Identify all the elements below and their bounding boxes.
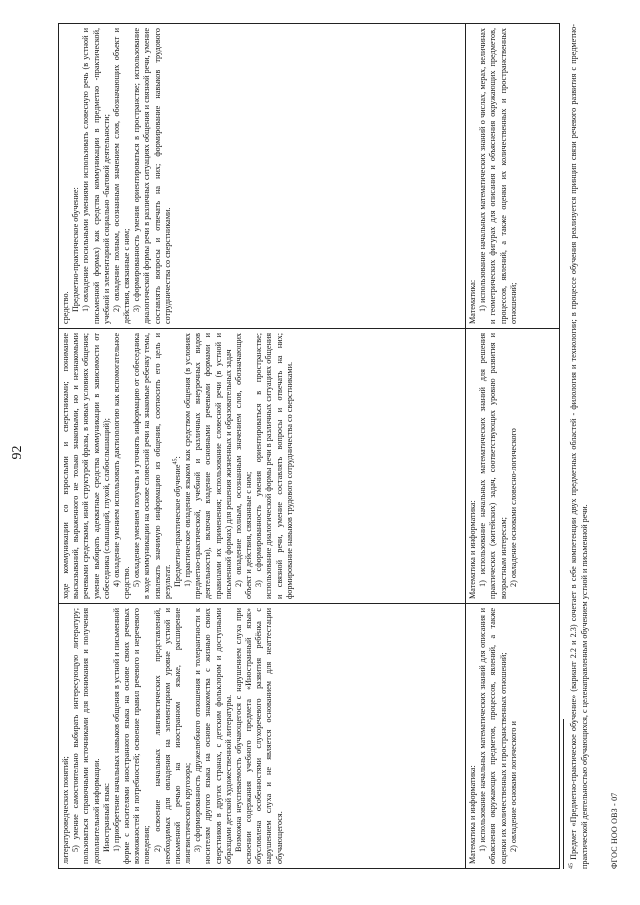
document-code: ФГОС НОО ОВЗ - 07 [610, 792, 619, 869]
table-cell [466, 604, 560, 869]
table-cell [59, 24, 466, 329]
table-cell [466, 329, 560, 604]
cell-paragraph: 2) освоение начальных лингвистических представлений, необходимых для овладения на элементарном уровне устной и письменной речью на иностранном языке, расширение лингвистического кругозора; [152, 608, 193, 864]
cell-paragraph: 4) овладение умением использовать дактилологию как вспомогательное средство. [111, 333, 132, 599]
cell-paragraph: Иностранный язык: [101, 782, 111, 852]
footnote-marker: 45 [568, 863, 575, 869]
cell-paragraph: 1) использование начальных математических знаний для описания и объяснения окружающих предметов, процессов, явлений, а также оценки их количественных и пространственных отношений; [478, 608, 508, 864]
table-row [59, 24, 466, 869]
footnote-ref: 45 [172, 458, 179, 465]
cell-paragraph: 1) использование начальных математических знаний для решения практических (житейских) задач, соответствующих уровню развития и возрастным интересам; [478, 333, 508, 599]
cell-paragraph: 3) сформированность дружелюбного отношения и толерантности к носителям другого языка на основе знакомства с жизнью своих сверстников в других странах, с детским фольклором и доступными образцами детской художественной литературы. [193, 608, 233, 864]
cell-paragraph: Возможна неуспеваемость обучающегося с нарушением слуха при освоении содержания учебного предмета «Иностранный язык» обусловлена особенностями слухоречевого развития ребёнка с нарушением слуха и не является основанием для неаттестации обучающегося. [233, 608, 284, 864]
standards-table [58, 23, 560, 869]
footnote [569, 24, 590, 869]
table-cell [59, 329, 466, 604]
cell-paragraph: 5) овладение умением получать и уточнять информацию от собеседника в ходе коммуникации на основе словесной речи на знакомые ребенку темы, извлекать значимую информацию из общения, соотносить его цель и результат. [132, 333, 172, 599]
cell-paragraph: ходе коммуникации со взрослыми и сверстниками; понимание высказываний, выраженного не только знакомыми, но и незнакомыми речевыми средствами, иной структурой фразы, в новых условиях общения; умение выбирать адекватные средства коммуникации в зависимости от собеседника (слышащий, глухой, слабослышащий); [61, 333, 111, 599]
cell-paragraph: 1) овладение посильными умениями использовать словесную речь (в устной и письменной формах) как средства коммуникации в предметно -практической, учебной и элементарной социально -бытовой деятельности; [81, 28, 111, 324]
cell-paragraph: литературоведческих понятий; [61, 756, 70, 864]
paragraph-text: Предметно-практическое обучение [172, 464, 182, 587]
cell-paragraph: 2) овладение полным, осознанным значением слов, обозначающих объект и действия, связанные с ним; [111, 28, 132, 324]
cell-paragraph [173, 333, 183, 599]
page-number: 92 [10, 445, 25, 460]
cell-paragraph: Математика: [468, 279, 477, 324]
cell-paragraph: 2) овладение основами словесно-логического [508, 428, 518, 587]
cell-paragraph: 1) использование начальных математических знаний о числах, мерах, величинах и геометрических фигурах для описания и объяснения окружающих предметов, процессов, явлений, а также оценки их количественных и пространственных отношений; [478, 28, 518, 324]
table-cell [59, 604, 466, 869]
cell-paragraph: Предметно-практическое обучение: [71, 187, 81, 312]
footnote-divider [563, 719, 564, 869]
cell-paragraph: 5) умение самостоятельно выбирать интересующую литературу; пользоваться справочными источниками для понимания и получения дополнительной информации. [71, 608, 101, 864]
cell-paragraph: 3) сформированность умения ориентироваться в пространстве; использование диалогической формы речи в различных ситуациях общения и связной речи, умение составлять вопросы и отвечать на них; формирование навыков трудового сотрудничества со сверстниками. [132, 28, 172, 324]
paragraph-suffix: : [172, 456, 182, 459]
cell-paragraph: Математика и информатика: [468, 500, 477, 599]
cell-paragraph: Математика и информатика: [468, 765, 477, 864]
footnote-text: Предмет «Предметно-практическое обучение» (вариант 2.2 и 2.3) сочетает в себе компетенции двух предметных областей - филология и технологии; в процессе обучения реализуется принцип связи речевого развития с предметно-практической деятельностью обучающихся, с целенаправленным обучением устной и письменной речи. [569, 23, 589, 869]
cell-paragraph: 2) овладение основами логического и [508, 721, 518, 852]
cell-paragraph: 1) практическое овладение языком как средством общения (в условиях предметно-практической, учебной и различных внеурочных видов деятельности), включая владение основными речевыми формами и правилами их применения; использование словесной речи (в устной и письменной формах) для решения жизненных и образовательных задач [183, 333, 233, 599]
cell-paragraph: 2) овладение полным, осознанным значением слов, обозначающих объект и действия, связанные с ним; [233, 333, 254, 599]
table-cell [466, 24, 560, 329]
table-row [466, 24, 560, 869]
cell-paragraph: 1) приобретение начальных навыков общения в устной и письменной форме с носителями иностранного языка на основе своих речевых возможностей и потребностей; освоение правил речевого и неречевого поведения; [111, 608, 152, 864]
cell-paragraph: 3) сформированность умения ориентироваться в пространстве; использование диалогической формы речи в различных ситуациях общения и связной речи, умение составлять вопросы и отвечать на них; формирование навыков трудового сотрудничества со сверстниками. [254, 333, 294, 599]
cell-paragraph: средство. [61, 291, 70, 324]
